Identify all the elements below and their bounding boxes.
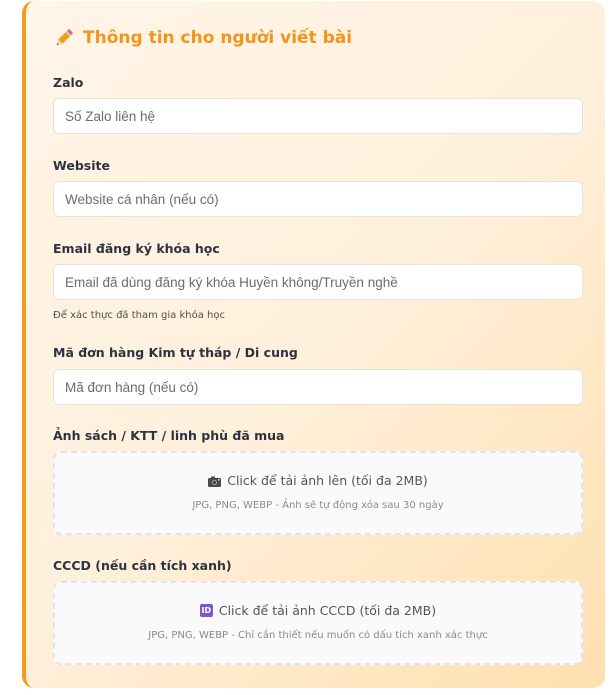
pencil-icon <box>53 27 75 49</box>
website-input[interactable] <box>53 181 583 217</box>
email-input[interactable] <box>53 264 583 300</box>
cccd-upload-zone[interactable] <box>53 581 583 665</box>
cccd-upload-text: Click để tải ảnh CCCD (tối đa 2MB) <box>218 603 437 618</box>
id-icon: ID <box>201 606 212 615</box>
book-photo-upload-text: Click để tải ảnh lên (tối đa 2MB) <box>227 473 428 488</box>
order-code-label: Mã đơn hàng Kim tự tháp / Di cung <box>53 345 298 360</box>
section-title-text: Thông tin cho người viết bài <box>83 28 353 48</box>
cccd-label: CCCD (nếu cần tích xanh) <box>53 558 232 573</box>
book-photo-upload-zone[interactable] <box>53 451 583 535</box>
section-title <box>53 27 352 49</box>
author-info-card <box>22 1 605 688</box>
book-photo-upload-text-row <box>55 473 581 488</box>
email-hint: Để xác thực đã tham gia khóa học <box>53 310 225 321</box>
cccd-upload-subtext: JPG, PNG, WEBP - Chỉ cần thiết nếu muốn có dấu tích xanh xác thực <box>148 630 488 641</box>
website-label: Website <box>53 158 110 173</box>
book-photo-label: Ảnh sách / KTT / linh phù đã mua <box>53 428 285 443</box>
zalo-label: Zalo <box>53 75 84 90</box>
zalo-input[interactable] <box>53 98 583 134</box>
book-photo-upload-subtext: JPG, PNG, WEBP - Ảnh sẽ tự động xóa sau 30 ngày <box>192 500 444 511</box>
camera-icon <box>208 475 221 486</box>
order-code-input[interactable] <box>53 369 583 405</box>
cccd-upload-text-row <box>55 603 581 618</box>
email-label: Email đăng ký khóa học <box>53 241 220 256</box>
